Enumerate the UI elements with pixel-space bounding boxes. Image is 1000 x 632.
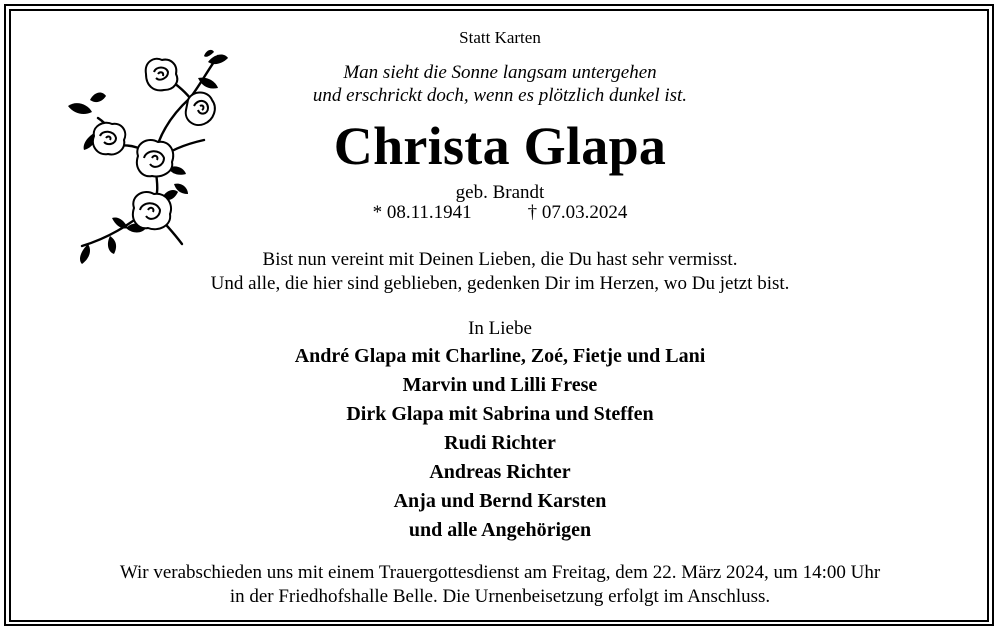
birth-date: * 08.11.1941	[372, 202, 472, 223]
mourner-entry: Rudi Richter	[444, 432, 556, 454]
maiden-name: geb. Brandt	[455, 182, 545, 203]
deceased-name: Christa Glapa	[333, 116, 667, 176]
mourner-entry: Dirk Glapa mit Sabrina und Steffen	[346, 403, 654, 425]
mourner-entry: Anja und Bernd Karsten	[393, 490, 607, 512]
verse-line-2: Und alle, die hier sind geblieben, gedenken Dir im Herzen, wo Du jetzt bist.	[210, 273, 790, 294]
service-line-2: in der Friedhofshalle Belle. Die Urnenbeisetzung erfolgt im Anschluss.	[229, 586, 771, 607]
quote-line-2: und erschrickt doch, wenn es plötzlich dunkel ist.	[312, 85, 688, 106]
mourner-entry: Marvin und Lilli Frese	[402, 374, 598, 396]
header-label: Statt Karten	[459, 28, 541, 47]
verse-line-1: Bist nun vereint mit Deinen Lieben, die Du hast sehr vermisst.	[262, 249, 738, 270]
quote-line-1: Man sieht die Sonne langsam untergehen	[343, 62, 657, 83]
service-line-1: Wir verabschieden uns mit einem Trauergottesdienst am Freitag, dem 22. März 2024, um 14:00 Uhr	[119, 562, 881, 583]
in-love-label: In Liebe	[468, 318, 532, 339]
mourners-list	[0, 342, 1000, 545]
mourner-entry: und alle Angehörigen	[408, 519, 592, 541]
mourner-entry: Andreas Richter	[429, 461, 571, 483]
death-date: † 07.03.2024	[527, 202, 628, 223]
life-dates	[0, 202, 1000, 224]
mourner-entry: André Glapa mit Charline, Zoé, Fietje und Lani	[294, 345, 706, 367]
